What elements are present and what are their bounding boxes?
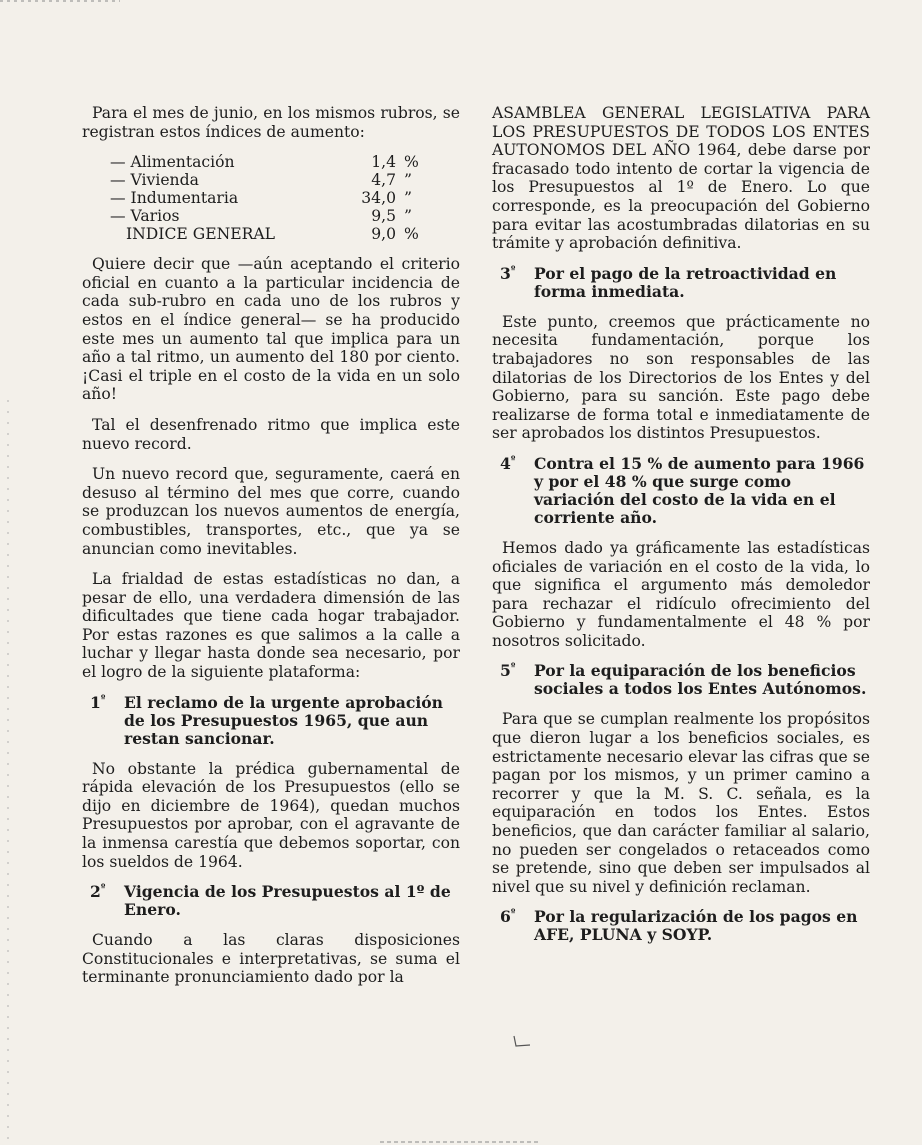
index-unit: %: [404, 153, 419, 172]
paragraph: ASAMBLEA GENERAL LEGISLATIVA PARA LOS PRESUPUESTOS DE TODOS LOS ENTES AUTONOMOS DEL AÑO 1964, debe darse por fracasado todo intento de cortar la vigencia de los Presupuestos al 1º de Enero. Lo que corresponde, es la preocupación del Gobierno para evitar las acostumbradas dilatorias en su trámite y aprobación definitiva.: [492, 104, 870, 253]
item-number: $5^º$: [500, 661, 516, 681]
left-column: [82, 104, 460, 999]
item-text: Por el pago de la retroactividad en forma inmediata.: [534, 263, 837, 301]
paragraph: Este punto, creemos que prácticamente no necesita fundamentación, porque los trabajadores no son responsables de las dilatorias de los Directorios de los Entes y del Gobierno, para su sanción. Este pago debe realizarse de forma total e inmediatamente de ser aprobados los distintos Presupuestos.: [492, 312, 870, 443]
paragraph: Hemos dado ya gráficamente las estadísticas oficiales de variación en el costo de la vida, lo que significa el argumento más demoledor para rechazar el ridículo ofrecimiento del Gobierno y fundamentalmente el 48 % por nosotros solicitado.: [492, 538, 870, 650]
table-row: [110, 225, 430, 243]
paragraph: Para que se cumplan realmente los propósitos que dieron lugar a los beneficios sociales, es estrictamente necesario elevar las cifras que se pagan por los mismos, y un primer camino a recorrer y que la M. S. C. señala, es la equiparación en todos los Entes. Estos beneficios, que dan carácter familiar al salario, no pueden ser congelados o retaceados como se pretende, sino que deben ser impulsados al nivel que su nivel y definición reclaman.: [492, 710, 870, 896]
platform-item-3: [492, 265, 870, 301]
table-row: [110, 171, 430, 189]
index-unit: ”: [404, 207, 412, 226]
index-label: — Alimentación: [110, 153, 235, 172]
index-unit: ”: [404, 189, 412, 208]
table-row: [110, 207, 430, 225]
item-text: Por la regularización de los pagos en AFE, PLUNA y SOYP.: [534, 907, 858, 945]
item-number: $4^º$: [500, 453, 516, 473]
item-text: El reclamo de la urgente aprobación de los Presupuestos 1965, que aun restan sancionar.: [124, 692, 443, 748]
item-number: $6^º$: [500, 907, 516, 927]
paragraph: La frialdad de estas estadísticas no dan, a pesar de ello, una verdadera dimensión de las dificultades que tiene cada hogar trabajador. Por estas razones es que salimos a la calle a luchar y llegar hasta donde sea necesario, por el logro de la siguiente plataforma:: [82, 570, 460, 682]
paragraph: Quiere decir que —aún aceptando el criterio oficial en cuanto a la particular incidencia de cada sub-rubro en cada uno de los rubros y estos en el índice general— se ha producido este mes un aumento tal que implica para un año a tal ritmo, un aumento del 180 por ciento. ¡Casi el triple en el costo de la vida en un solo año!: [82, 255, 460, 404]
right-column: [492, 104, 870, 956]
paragraph: Tal el desenfrenado ritmo que implica este nuevo record.: [82, 415, 460, 453]
item-number: $1^º$: [90, 692, 106, 712]
index-label: — Vivienda: [110, 171, 199, 190]
index-table: [110, 153, 430, 243]
platform-item-5: [492, 662, 870, 698]
index-value: 4,7: [371, 171, 396, 190]
platform-item-4: [492, 455, 870, 527]
index-value: 9,5: [371, 207, 396, 226]
item-number: $2^º$: [90, 882, 106, 902]
index-value: 1,4: [371, 153, 396, 172]
paragraph: Para el mes de junio, en los mismos rubros, se registran estos índices de aumento:: [82, 104, 460, 141]
index-value: 34,0: [361, 189, 396, 208]
platform-item-6: [492, 908, 870, 944]
paragraph: Un nuevo record que, seguramente, caerá en desuso al término del mes que corre, cuando se produzcan los nuevos aumentos de energía, combustibles, transportes, etc., que ya se anuncian como inevitables.: [82, 465, 460, 558]
table-row: [110, 189, 430, 207]
index-value: 9,0: [371, 225, 396, 244]
item-number: $3^º$: [500, 263, 516, 283]
platform-item-1: [82, 694, 460, 748]
paragraph: No obstante la prédica gubernamental de rápida elevación de los Presupuestos (ello se dijo en diciembre de 1964), quedan muchos Presupuestos por aprobar, con el agravante de la inmensa carestía que debemos soportar, con los sueldos de 1964.: [82, 759, 460, 871]
paragraph: Cuando a las claras disposiciones Constitucionales e interpretativas, se suma el terminante pronunciamiento dado por la: [82, 931, 460, 987]
index-label: INDICE GENERAL: [126, 225, 275, 244]
item-text: Contra el 15 % de aumento para 1966 y por el 48 % que surge como variación del costo de la vida en el corriente año.: [534, 453, 865, 527]
index-label: — Indumentaria: [110, 189, 239, 208]
platform-item-2: [82, 883, 460, 919]
index-unit: ”: [404, 171, 412, 190]
table-row: [110, 153, 430, 171]
index-label: — Varios: [110, 207, 180, 226]
index-unit: %: [404, 225, 419, 244]
item-text: Vigencia de los Presupuestos al 1º de Enero.: [124, 882, 451, 920]
item-text: Por la equiparación de los beneficios sociales a todos los Entes Autónomos.: [534, 661, 867, 699]
